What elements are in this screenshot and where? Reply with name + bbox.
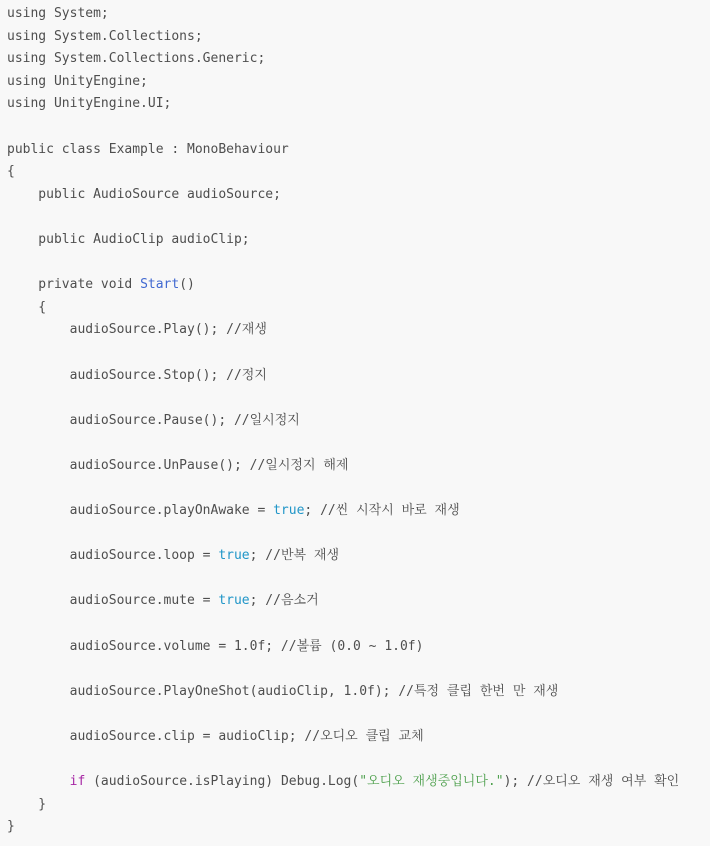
code-token-cyan: true (273, 503, 305, 519)
code-line (7, 749, 706, 772)
code-line (7, 71, 706, 94)
code-line (7, 3, 706, 26)
code-token-cyan: true (218, 593, 250, 609)
code-line (7, 613, 706, 636)
code-line (7, 568, 706, 591)
code-line (7, 161, 706, 184)
code-line (7, 139, 706, 162)
code-line (7, 342, 706, 365)
code-line (7, 500, 706, 523)
code-token: audioSource.PlayOneShot(audioClip, 1.0f); //특정 클립 한번 만 재생 (7, 683, 559, 699)
code-line (7, 319, 706, 342)
code-token: () (179, 277, 195, 293)
code-line (7, 681, 706, 704)
code-line (7, 523, 706, 546)
code-line (7, 252, 706, 275)
code-line (7, 184, 706, 207)
code-token: public AudioSource audioSource; (7, 186, 281, 202)
code-token: audioSource.Play(); //재생 (7, 322, 267, 338)
code-token: ; //반복 재생 (249, 548, 340, 564)
code-token: audioSource.Stop(); //정지 (7, 367, 267, 383)
code-token: using UnityEngine; (7, 73, 148, 89)
code-line (7, 771, 706, 794)
code-token: audioSource.volume = 1.0f; //볼륨 (0.0 ~ 1.0f) (7, 638, 424, 654)
code-token-blue: Start (140, 277, 180, 293)
code-token: audioSource.playOnAwake = (7, 503, 274, 519)
code-token (7, 774, 70, 789)
code-line (7, 229, 706, 252)
code-line (7, 703, 706, 726)
code-token: } (7, 796, 47, 812)
code-token: { (7, 299, 47, 315)
code-line (7, 48, 706, 71)
code-token: using System.Collections.Generic; (7, 51, 266, 67)
code-line (7, 816, 706, 839)
code-line (7, 658, 706, 681)
code-line (7, 432, 706, 455)
code-line (7, 365, 706, 388)
code-token: } (7, 819, 15, 835)
code-line (7, 590, 706, 613)
code-token-cyan: true (218, 548, 250, 564)
code-line (7, 116, 706, 139)
code-token: audioSource.UnPause(); //일시정지 해제 (7, 457, 349, 473)
code-token: ; //씬 시작시 바로 재생 (304, 503, 460, 519)
code-token: audioSource.loop = (7, 548, 219, 564)
code-token: audioSource.mute = (7, 593, 219, 609)
code-token: (audioSource.isPlaying) Debug.Log( (85, 774, 360, 790)
code-line (7, 206, 706, 229)
code-line (7, 26, 706, 49)
code-token: ); //오디오 재생 여부 확인 (503, 774, 680, 790)
code-token: public class Example : MonoBehaviour (7, 141, 289, 157)
code-line (7, 636, 706, 659)
code-line (7, 726, 706, 749)
code-line (7, 93, 706, 116)
code-token: audioSource.clip = audioClip; //오디오 클립 교체 (7, 729, 424, 744)
code-line (7, 297, 706, 320)
code-token: ; //음소거 (249, 593, 319, 609)
code-token: audioSource.Pause(); //일시정지 (7, 412, 300, 428)
code-token: using System.Collections; (7, 28, 203, 44)
code-line (7, 274, 706, 297)
code-token: public AudioClip audioClip; (7, 231, 250, 247)
code-token: using System; (7, 6, 109, 21)
code-line (7, 410, 706, 433)
code-token: using UnityEngine.UI; (7, 96, 172, 112)
code-line (7, 387, 706, 410)
code-token-green: "오디오 재생중입니다." (359, 774, 504, 790)
code-token: { (7, 164, 15, 180)
code-line (7, 455, 706, 478)
code-line (7, 794, 706, 817)
code-line (7, 545, 706, 568)
code-token-magenta: if (69, 774, 86, 790)
code-token: private void (7, 277, 141, 293)
code-line (7, 477, 706, 500)
